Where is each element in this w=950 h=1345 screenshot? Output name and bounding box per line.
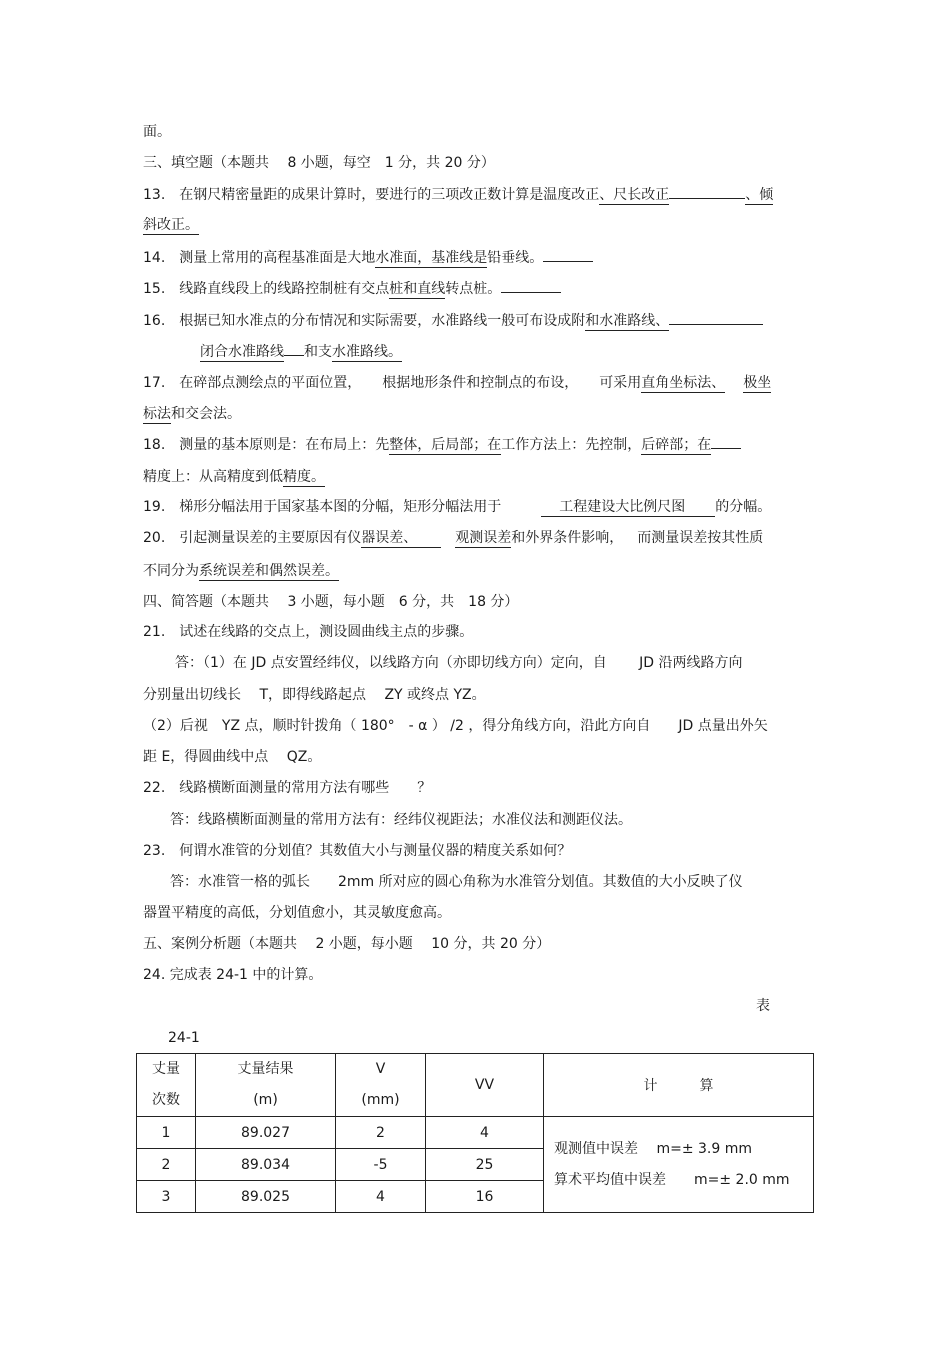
row-vv: 16 — [426, 1181, 544, 1213]
calc-observation-error: 观测值中误差 m=± 3.9 mm — [554, 1140, 752, 1157]
question-20-cont: 不同分为系统误差和偶然误差。 — [143, 563, 339, 579]
answer-21-step2: （2）后视 YZ 点，顺时针拨角（ 180° - α ） /2 ，得分角线方向，沿此方向自 JD 点量出外矢 — [143, 718, 768, 734]
question-24: 24. 完成表 24-1 中的计算。 — [143, 967, 323, 983]
question-16-cont: 闭合水准路线 和支水准路线。 — [200, 344, 402, 360]
measurement-table — [136, 1053, 814, 1213]
question-23: 23. 何谓水准管的分划值？其数值大小与测量仪器的精度关系如何？ — [143, 843, 572, 859]
answer-23-cont: 器置平精度的高低，分划值愈小，其灵敏度愈高。 — [143, 905, 451, 921]
question-16: 16. 根据已知水准点的分布情况和实际需要，水准路线一般可布设成附和水准路线、 — [143, 311, 763, 331]
row-count: 2 — [137, 1149, 196, 1181]
row-result: 89.034 — [196, 1149, 336, 1181]
question-22: 22. 线路横断面测量的常用方法有哪些 ？ — [143, 780, 432, 796]
calc-cell — [544, 1117, 814, 1213]
question-13: 13. 在钢尺精密量距的成果计算时，要进行的三项改正数计算是温度改正、尺长改正 、倾 — [143, 187, 774, 203]
header-v: V (mm) — [336, 1054, 426, 1117]
text-line: 面。 — [143, 124, 171, 140]
question-14: 14. 测量上常用的高程基准面是大地水准面，基准线是铅垂线。 — [143, 248, 593, 268]
table-caption: 表 — [756, 998, 770, 1014]
row-v: -5 — [336, 1149, 426, 1181]
answer-21: 答：（1）在 JD 点安置经纬仪，以线路方向（亦即切线方向）定向，自 JD 沿两线路方向 — [175, 655, 743, 671]
table-header-row — [137, 1054, 814, 1117]
table-caption-number: 24-1 — [168, 1030, 200, 1046]
row-vv: 4 — [426, 1117, 544, 1149]
row-v: 4 — [336, 1181, 426, 1213]
header-count: 丈量 次数 — [137, 1054, 196, 1117]
question-13-cont: 斜改正。 — [143, 217, 199, 233]
row-v: 2 — [336, 1117, 426, 1149]
row-result: 89.025 — [196, 1181, 336, 1213]
section-heading: 五、案例分析题（本题共 2 小题，每小题 10 分，共 20 分） — [143, 936, 551, 952]
row-count: 3 — [137, 1181, 196, 1213]
row-vv: 25 — [426, 1149, 544, 1181]
answer-23: 答：水准管一格的弧长 2mm 所对应的圆心角称为水准管分划值。其数值的大小反映了仪 — [170, 874, 743, 890]
answer-21-step2-cont: 距 E，得圆曲线中点 QZ。 — [143, 749, 322, 765]
section-heading: 三、填空题（本题共 8 小题，每空 1 分，共 20 分） — [143, 155, 495, 171]
answer-22: 答：线路横断面测量的常用方法有：经纬仪视距法；水准仪法和测距仪法。 — [170, 812, 632, 828]
question-21: 21. 试述在线路的交点上，测设圆曲线主点的步骤。 — [143, 624, 474, 640]
question-17-cont: 标法和交会法。 — [143, 406, 241, 422]
row-result: 89.027 — [196, 1117, 336, 1149]
question-19: 19. 梯形分幅法用于国家基本图的分幅，矩形分幅法用于 工程建设大比例尺图 的分幅。 — [143, 499, 772, 515]
answer-21-cont: 分别量出切线长 T，即得线路起点 ZY 或终点 YZ。 — [143, 687, 486, 703]
question-20: 20. 引起测量误差的主要原因有仪器误差、 观测误差和外界条件影响， 而测量误差按其性质 — [143, 530, 764, 546]
header-result: 丈量结果 (m) — [196, 1054, 336, 1117]
section-heading: 四、简答题（本题共 3 小题，每小题 6 分，共 18 分） — [143, 594, 519, 610]
question-18-cont: 精度上：从高精度到低精度。 — [143, 469, 325, 485]
row-count: 1 — [137, 1117, 196, 1149]
calc-mean-error: 算术平均值中误差 m=± 2.0 mm — [554, 1171, 790, 1188]
header-calc: 计 算 — [544, 1054, 814, 1117]
question-18: 18. 测量的基本原则是：在布局上：先整体，后局部；在工作方法上：先控制，后碎部；在 — [143, 435, 741, 455]
question-17: 17. 在碎部点测绘点的平面位置， 根据地形条件和控制点的布设， 可采用直角坐标法、 极坐 — [143, 375, 772, 391]
header-vv: VV — [426, 1054, 544, 1117]
table-row — [137, 1117, 814, 1149]
question-15: 15. 线路直线段上的线路控制桩有交点桩和直线转点桩。 — [143, 279, 561, 299]
